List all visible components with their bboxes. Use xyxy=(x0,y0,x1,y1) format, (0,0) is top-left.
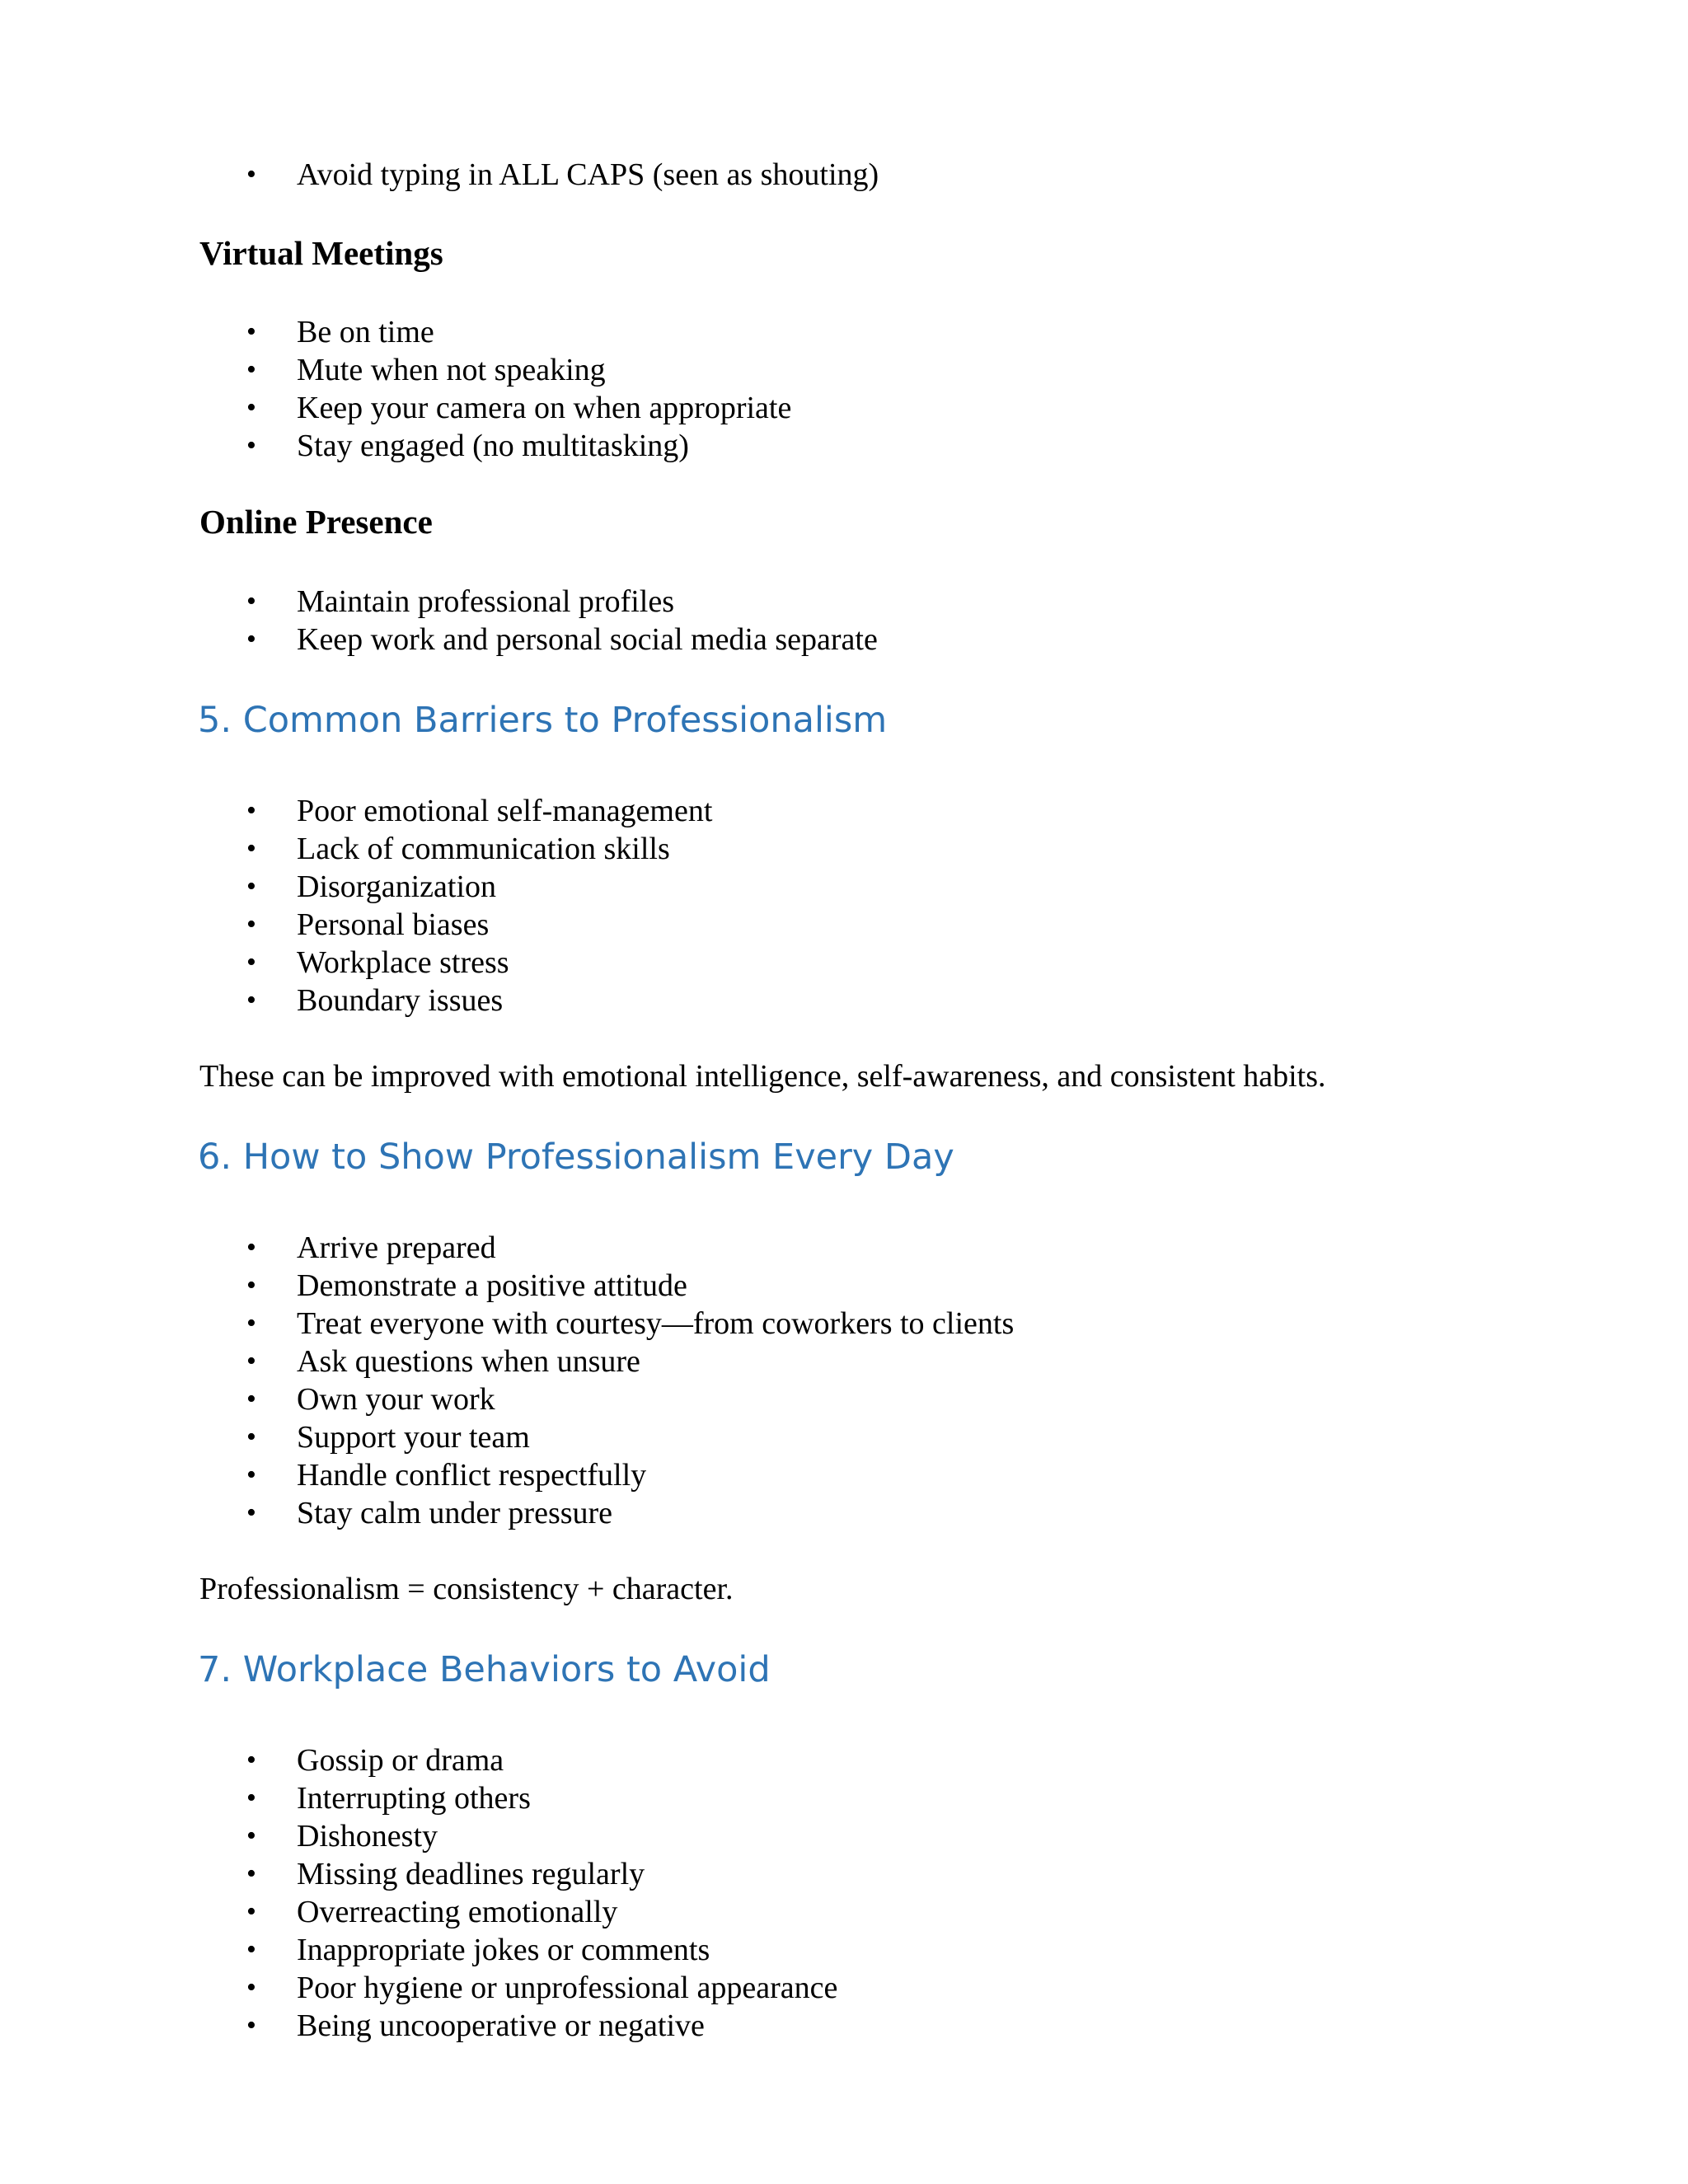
top-list-block xyxy=(199,156,879,194)
bullet-icon: • xyxy=(246,1745,256,1775)
list-item: • Disorganization xyxy=(246,869,497,904)
list-item: • Treat everyone with courtesy—from coworkers to clients xyxy=(246,1306,1015,1341)
list-item: • Boundary issues xyxy=(246,983,504,1018)
list-item: • Support your team xyxy=(246,1420,530,1455)
bullet-icon: • xyxy=(246,795,256,826)
list-item: • Lack of communication skills xyxy=(246,832,670,866)
section-6-heading: 6. How to Show Professionalism Every Day xyxy=(198,1137,954,1178)
list-item: • Own your work xyxy=(246,1382,495,1417)
list-item: • Keep your camera on when appropriate xyxy=(246,391,792,425)
list-item: • Demonstrate a positive attitude xyxy=(246,1268,687,1303)
bullet-icon: • xyxy=(246,430,256,461)
virtual-meetings-heading: Virtual Meetings xyxy=(199,234,443,272)
bullet-icon: • xyxy=(246,2010,256,2041)
list-item: • Inappropriate jokes or comments xyxy=(246,1933,710,1967)
online-presence-heading: Online Presence xyxy=(199,503,433,541)
section-7-block xyxy=(199,1741,837,2045)
bullet-icon: • xyxy=(246,392,256,423)
bullet-icon: • xyxy=(246,985,256,1015)
virtual-meetings-block xyxy=(199,313,791,465)
list-item: • Dishonesty xyxy=(246,1819,438,1854)
list-item: • Avoid typing in ALL CAPS (seen as shouting) xyxy=(246,157,879,192)
section-6-paragraph: Professionalism = consistency + character. xyxy=(199,1572,734,1606)
list-item: • Workplace stress xyxy=(246,945,509,980)
list-item: • Keep work and personal social media separate xyxy=(246,622,878,657)
bullet-icon: • xyxy=(246,1858,256,1889)
bullet-icon: • xyxy=(246,947,256,977)
bullet-icon: • xyxy=(246,1384,256,1414)
list-item: • Gossip or drama xyxy=(246,1743,504,1778)
bullet-icon: • xyxy=(246,159,256,190)
bullet-icon: • xyxy=(246,1783,256,1813)
bullet-icon: • xyxy=(246,1934,256,1965)
bullet-icon: • xyxy=(246,1346,256,1376)
list-item: • Poor emotional self-management xyxy=(246,794,713,828)
bullet-icon: • xyxy=(246,1270,256,1301)
list-item: • Handle conflict respectfully xyxy=(246,1458,647,1493)
bullet-icon: • xyxy=(246,871,256,902)
bullet-icon: • xyxy=(246,1497,256,1528)
list-item: • Ask questions when unsure xyxy=(246,1344,640,1379)
list-item: • Maintain professional profiles xyxy=(246,584,675,619)
bullet-icon: • xyxy=(246,354,256,385)
section-5-paragraph: These can be improved with emotional intelligence, self-awareness, and consistent habits. xyxy=(199,1059,1326,1094)
bullet-icon: • xyxy=(246,1308,256,1338)
bullet-icon: • xyxy=(246,833,256,864)
list-item: • Mute when not speaking xyxy=(246,353,606,387)
list-item: • Stay calm under pressure xyxy=(246,1496,613,1530)
list-item: • Interrupting others xyxy=(246,1781,531,1816)
list-item: • Missing deadlines regularly xyxy=(246,1857,645,1891)
bullet-icon: • xyxy=(246,1460,256,1490)
top-bullet-list xyxy=(199,156,879,194)
bullet-icon: • xyxy=(246,624,256,654)
section-5-list xyxy=(199,792,712,1019)
list-item: • Arrive prepared xyxy=(246,1230,496,1265)
bullet-icon: • xyxy=(246,1972,256,2003)
virtual-meetings-list xyxy=(199,313,791,465)
section-7-heading: 7. Workplace Behaviors to Avoid xyxy=(198,1649,771,1690)
online-presence-list xyxy=(199,583,878,658)
list-item: • Being uncooperative or negative xyxy=(246,2008,705,2043)
section-6-block xyxy=(199,1229,1014,1532)
list-item: • Personal biases xyxy=(246,907,490,942)
section-6-list xyxy=(199,1229,1014,1532)
section-7-list xyxy=(199,1741,837,2045)
bullet-icon: • xyxy=(246,909,256,940)
online-presence-block xyxy=(199,583,878,658)
section-5-block xyxy=(199,792,712,1019)
bullet-icon: • xyxy=(246,1232,256,1263)
bullet-icon: • xyxy=(246,1422,256,1452)
list-item: • Poor hygiene or unprofessional appearance xyxy=(246,1971,838,2005)
list-item: • Stay engaged (no multitasking) xyxy=(246,429,689,463)
bullet-icon: • xyxy=(246,586,256,616)
list-item: • Be on time xyxy=(246,315,434,349)
bullet-icon: • xyxy=(246,316,256,347)
bullet-icon: • xyxy=(246,1821,256,1851)
section-5-heading: 5. Common Barriers to Professionalism xyxy=(198,700,888,741)
list-item: • Overreacting emotionally xyxy=(246,1895,618,1929)
bullet-icon: • xyxy=(246,1896,256,1927)
